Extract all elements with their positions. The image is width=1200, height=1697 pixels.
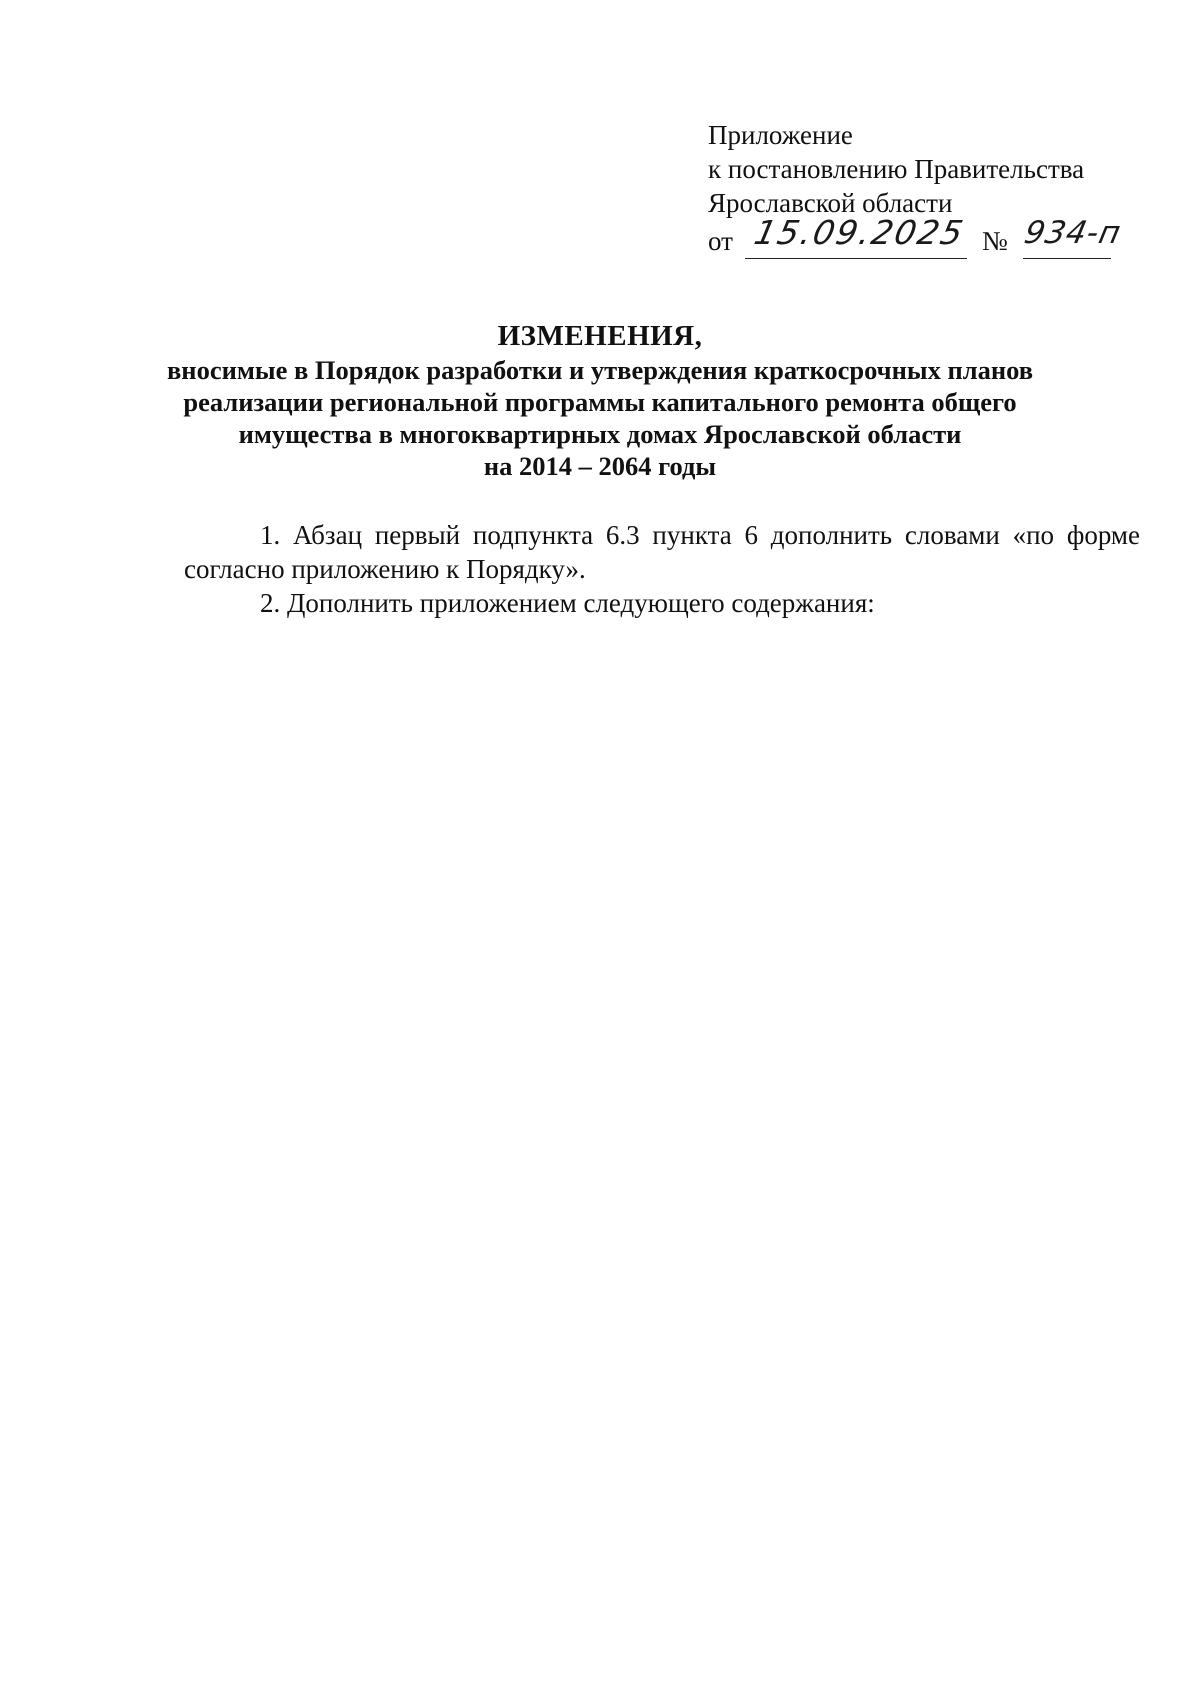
date-number-line [708,213,1125,260]
item-2: 2. Дополнить приложением следующего содержания: [260,588,875,618]
document-heading: ИЗМЕНЕНИЯ, [497,320,703,352]
handwritten-date: 15.09.2025 [750,213,969,252]
item-1-line-2: согласно приложению к Порядку». [184,554,586,584]
body-text [184,518,1140,620]
number-field [1021,215,1125,259]
subtitle-line-4: на 2014 – 2064 годы [483,451,717,481]
subtitle-line-3: имущества в многоквартирных домах Ярославской области [238,419,962,449]
subtitle-line-2: реализации региональной программы капитального ремонта общего [183,387,1017,417]
appendix-label: Приложение [708,120,853,150]
handwritten-number: 934-п [1021,215,1125,251]
number-sign: № [982,226,1008,256]
appendix-resolution-ref: к постановлению Правительства [708,154,1085,184]
title-block [150,318,1050,482]
appendix-block [708,118,1125,260]
date-field [745,213,969,259]
subtitle-line-1: вносимые в Порядок разработки и утверждения краткосрочных планов [166,355,1034,385]
from-label: от [708,226,733,256]
item-1-line-1: 1. Абзац первый подпункта 6.3 пункта 6 дополнить словами «по форме [260,520,1140,550]
appendix-region: Ярославской области [708,188,953,218]
